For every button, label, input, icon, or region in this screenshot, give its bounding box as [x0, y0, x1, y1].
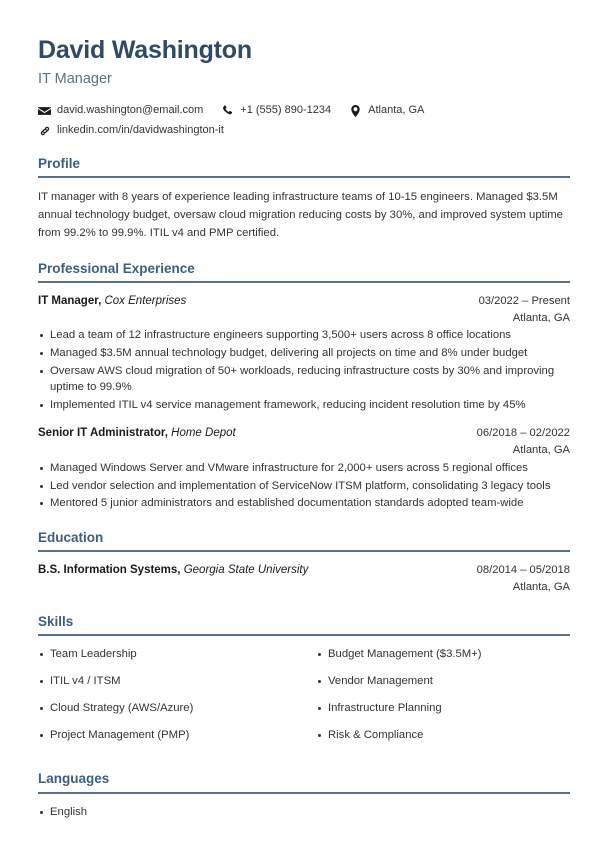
experience-dates: 03/2022 – Present — [478, 294, 570, 307]
experience-dates: 06/2018 – 02/2022 — [476, 427, 570, 440]
experience-bullet-list — [38, 327, 570, 413]
contact-email[interactable] — [38, 104, 203, 117]
section-skills — [38, 614, 570, 754]
section-title-profile: Profile — [38, 155, 81, 171]
list-item: Managed $3.5M annual technology budget, delivering all projects on time and 8% under budget — [38, 345, 570, 362]
phone-icon — [221, 105, 234, 117]
education-meta — [477, 562, 570, 596]
resume-header — [38, 36, 570, 138]
section-title-languages: Languages — [38, 771, 110, 787]
contact-row-primary — [38, 104, 570, 117]
experience-role-line — [38, 425, 461, 442]
education-entry-header — [38, 562, 570, 596]
list-item: Risk & Compliance — [316, 727, 570, 744]
list-item: ITIL v4 / ITSM — [38, 673, 292, 690]
list-item: Managed Windows Server and VMware infrastructure for 2,000+ users across 5 regional offices — [38, 460, 570, 477]
experience-company: Home Depot — [171, 427, 236, 440]
section-title-skills: Skills — [38, 613, 74, 629]
education-entry-heading-left — [38, 562, 461, 579]
experience-entry-heading-left — [38, 425, 461, 442]
section-rule-education — [38, 550, 570, 552]
list-item: Oversaw AWS cloud migration of 50+ workloads, reducing infrastructure costs by 30% and improving uptime to 99.9% — [38, 363, 570, 396]
list-item: Infrastructure Planning — [316, 700, 570, 717]
section-languages — [38, 771, 570, 820]
experience-role-line — [38, 293, 463, 310]
experience-meta — [477, 425, 570, 459]
experience-entry — [38, 425, 570, 511]
experience-entry-heading-left — [38, 293, 463, 310]
list-item: Lead a team of 12 infrastructure engineers supporting 3,500+ users across 8 office locations — [38, 327, 570, 344]
list-item: Mentored 5 junior administrators and established documentation standards adopted team-wide — [38, 495, 570, 512]
list-item: Implemented ITIL v4 service management framework, reducing incident resolution time by 45% — [38, 397, 570, 414]
contact-phone-text: +1 (555) 890-1234 — [240, 104, 332, 117]
experience-company: Cox Enterprises — [104, 294, 187, 307]
education-degree: B.S. Information Systems, — [38, 563, 181, 576]
experience-role-title: Senior IT Administrator, — [38, 427, 168, 440]
education-entry — [38, 562, 570, 596]
list-item: Project Management (PMP) — [38, 727, 292, 744]
contact-email-text: david.washington@email.com — [57, 104, 204, 117]
contact-row-secondary — [38, 124, 570, 137]
experience-location: Atlanta, GA — [512, 311, 570, 324]
education-dates: 08/2014 – 05/2018 — [476, 563, 570, 576]
experience-location: Atlanta, GA — [512, 444, 570, 457]
experience-role-title: IT Manager, — [38, 294, 102, 307]
candidate-name: David Washington — [38, 36, 252, 64]
list-item: Vendor Management — [316, 673, 570, 690]
experience-entry-header — [38, 293, 570, 327]
contact-location-text: Atlanta, GA — [368, 104, 425, 117]
link-icon — [38, 125, 51, 137]
contact-linkedin[interactable] — [38, 124, 224, 137]
list-item: Cloud Strategy (AWS/Azure) — [38, 700, 292, 717]
list-item: Led vendor selection and implementation of ServiceNow ITSM platform, consolidating 3 legacy tools — [38, 478, 570, 495]
section-education — [38, 530, 570, 596]
section-profile — [38, 156, 570, 243]
contact-linkedin-text: linkedin.com/in/davidwashington-it — [57, 124, 224, 137]
section-rule-profile — [38, 176, 570, 178]
experience-entry — [38, 293, 570, 414]
section-rule-experience — [38, 281, 570, 283]
section-rule-skills — [38, 634, 570, 636]
list-item: Team Leadership — [38, 646, 292, 663]
list-item: Budget Management ($3.5M+) — [316, 646, 570, 663]
candidate-job-title: IT Manager — [38, 70, 112, 87]
section-title-experience: Professional Experience — [38, 260, 195, 276]
education-degree-line — [38, 562, 461, 579]
contact-phone[interactable] — [221, 104, 331, 117]
profile-summary-text: IT manager with 8 years of experience leading infrastructure teams of 10-15 engineers. Managed $3.5M annual technology budget, oversaw cloud migration reducing costs by 30%, and improved system uptime from 99.2% to 99.9%. ITIL v4 and PMP certified. — [38, 190, 563, 240]
section-title-education: Education — [38, 529, 104, 545]
section-rule-languages — [38, 792, 570, 794]
experience-meta — [479, 293, 570, 327]
skills-grid — [38, 646, 570, 754]
contact-location — [349, 104, 424, 117]
section-experience — [38, 261, 570, 512]
list-item: English — [38, 804, 570, 821]
education-location: Atlanta, GA — [512, 580, 570, 593]
location-pin-icon — [349, 105, 362, 117]
education-school: Georgia State University — [183, 563, 309, 576]
envelope-icon — [38, 105, 51, 117]
experience-bullet-list — [38, 460, 570, 512]
experience-entry-header — [38, 425, 570, 459]
